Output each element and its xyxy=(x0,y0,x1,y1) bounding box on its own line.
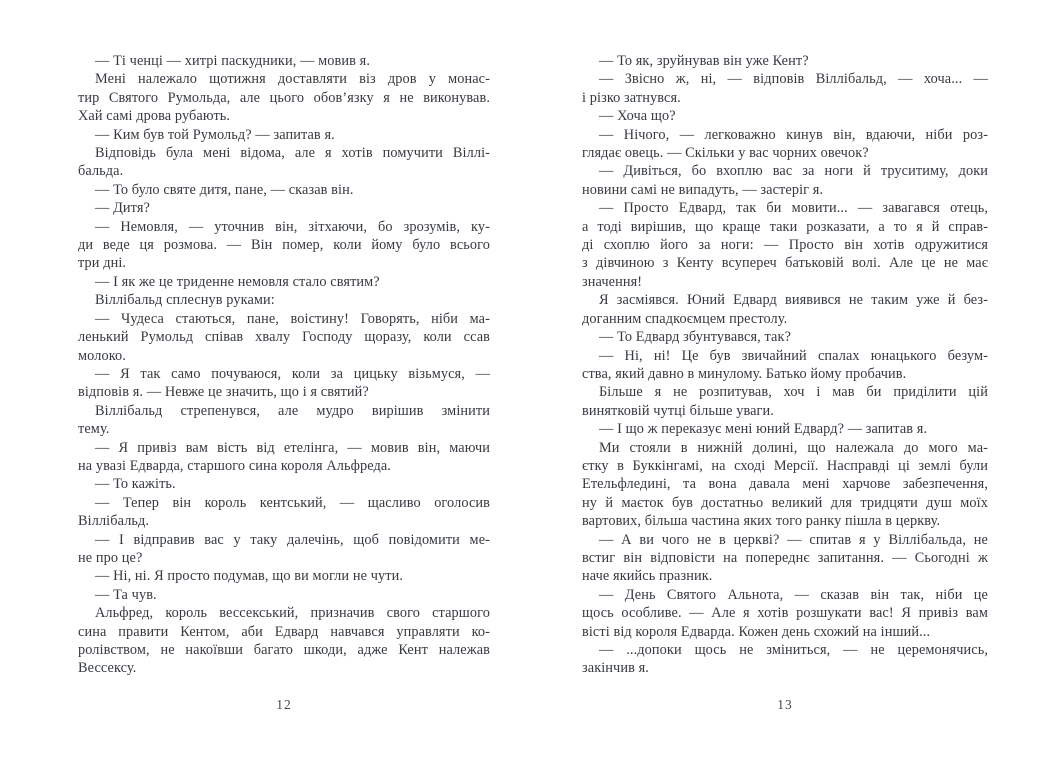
text-line: Віллібальд. xyxy=(78,513,150,530)
text-line: — Хоча що? xyxy=(599,108,676,125)
text-line: — То було святе дитя, пане, — сказав він. xyxy=(95,181,354,198)
text-line: — Дитя? xyxy=(95,200,150,217)
text-line: тему. xyxy=(78,421,110,438)
text-line: — То Едвард збунтувався, так? xyxy=(599,329,791,346)
text-line: Ми стояли в нижній долині, що належала до мого ма- xyxy=(599,439,988,456)
text-line: і різко затнувся. xyxy=(582,89,681,106)
text-line: — Та чув. xyxy=(95,586,157,603)
text-line: новини самі не випадуть, — застеріг я. xyxy=(582,181,824,198)
text-line: Етельфледині, та вона давала мені харчове забезпечення, xyxy=(582,476,988,493)
text-line: — ...допоки щось не зміниться, — не церемонячись, xyxy=(599,642,988,658)
page-text xyxy=(78,52,490,678)
text-line: вісті від короля Едварда. Кожен день схожий на інший... xyxy=(582,623,931,640)
text-line: Я засміявся. Юний Едвард виявився не таким уже й без- xyxy=(599,292,988,309)
text-line: Віллібальд сплеснув руками: xyxy=(95,292,275,309)
text-line: бальда. xyxy=(78,163,124,180)
text-line: — Я так само почуваюся, коли за цицьку візьмуся, — xyxy=(95,365,490,382)
text-line: винятковій чутці більше уваги. xyxy=(582,402,774,419)
page-text xyxy=(582,52,988,678)
text-line: Хай самі дрова рубають. xyxy=(78,108,231,125)
text-line: щось особливе. — Але я хотів розшукати вас! Я привіз вам xyxy=(582,605,988,622)
text-line: наче якийсь празник. xyxy=(582,568,713,585)
text-line: — Я привіз вам вість від етелінга, — мовив він, маючи xyxy=(95,439,490,456)
text-line: — День Святого Альнота, — сказав він так, ніби це xyxy=(599,586,988,603)
text-line: закінчив я. xyxy=(582,660,649,677)
text-line: три дні. xyxy=(78,255,127,272)
text-line: встиг він відповісти на попереднє запитання. — Сьогодні ж xyxy=(582,549,988,566)
text-line: — Звісно ж, ні, — відповів Віллібальд, — хоча... — xyxy=(599,71,988,88)
text-line: ну й маєток був достатньо великий для тридцяти душ моїх xyxy=(582,494,988,511)
text-line: Мені належало щотижня доставляти віз дров у монас- xyxy=(95,71,490,88)
text-line: вартових, більша частина яких того ранку пішла в церкву. xyxy=(582,513,941,530)
text-line: молоко. xyxy=(78,347,126,364)
text-line: — І що ж переказує мені юний Едвард? — запитав я. xyxy=(599,421,928,438)
text-line: — То кажіть. xyxy=(95,476,176,493)
text-line: — Ні, ні! Це був звичайний спалах юнацького безум- xyxy=(599,347,988,364)
text-line: — Дивіться, бо вхоплю вас за ноги й труситиму, доки xyxy=(599,163,988,180)
text-line: ди веде ця розмова. — Він помер, коли йому було всього xyxy=(78,237,490,254)
book-page-left xyxy=(78,52,490,678)
book-page-right xyxy=(582,52,988,678)
text-line: Відповідь була мені відома, але я хотів помучити Віллі- xyxy=(95,145,490,162)
text-line: доганним спадкоємцем престолу. xyxy=(582,310,788,327)
text-line: — Чудеса стаються, пане, воістину! Говорять, ніби ма- xyxy=(95,310,490,327)
text-line: а тоді вирішив, що краще таки розказати, а то я й справ- xyxy=(582,218,988,235)
text-line: ді схоплю його за ноги: — Просто він хотів одружитися xyxy=(582,237,988,254)
text-line: — І як же це триденне немовля стало святим? xyxy=(95,273,380,290)
text-line: — А ви чого не в церкві? — спитав я у Віллібальда, не xyxy=(599,531,988,548)
text-line: з дівчиною з Кенту всупереч батьковій волі. Але це не має xyxy=(582,255,988,272)
text-line: Альфред, король вессекський, призначив свого старшого xyxy=(95,605,490,622)
text-line: — Ким був той Румольд? — запитав я. xyxy=(95,126,335,143)
text-line: — Ні, ні. Я просто подумав, що ви могли не чути. xyxy=(95,568,404,585)
text-line: — Немовля, — уточнив він, зітхаючи, бо зрозумів, ку- xyxy=(95,218,490,235)
text-line: відповів я. — Невже це значить, що і я святий? xyxy=(78,384,369,401)
text-line: — Ті ченці — хитрі паскудники, — мовив я. xyxy=(95,53,371,69)
text-line: на увазі Едварда, старшого сина короля Альфреда. xyxy=(78,457,391,474)
text-line: ролівством, не накоївши багато шкоди, адже Кент належав xyxy=(78,642,490,658)
text-line: сина правити Кентом, аби Едвард навчався управляти ко- xyxy=(78,623,490,640)
text-line: — Нічого, — легковажно кинув він, вдаючи, ніби роз- xyxy=(599,126,988,143)
text-line: Більше я не розпитував, хоч і мав би приділити цій xyxy=(599,384,988,401)
text-line: значення! xyxy=(582,273,643,290)
text-line: не про це? xyxy=(78,549,143,566)
text-line: Віллібальд стрепенувся, але мудро вирішив змінити xyxy=(95,402,490,419)
text-line: Вессексу. xyxy=(78,660,137,677)
page-number-right: 13 xyxy=(777,697,793,712)
text-line: — Тепер він король кентський, — щасливо оголосив xyxy=(95,494,490,511)
text-line: — Просто Едвард, так би мовити... — завагався отець, xyxy=(599,200,988,217)
text-line: — І відправив вас у таку далечінь, щоб повідомити ме- xyxy=(95,531,490,548)
page-number-left: 12 xyxy=(276,697,292,712)
text-line: ленький Румольд співав хвалу Господу щоразу, коли ссав xyxy=(78,329,490,346)
text-line: — То як, зруйнував він уже Кент? xyxy=(599,53,809,69)
text-line: єтку в Буккінгамі, на сході Мерсії. Насправді ці землі були xyxy=(582,457,988,474)
text-line: ства, який давно в минулому. Батько йому пробачив. xyxy=(582,365,907,382)
text-line: тир Святого Румольда, але цього обов’язку я не виконував. xyxy=(78,89,490,106)
text-line: глядає овець. — Скільки у вас чорних овечок? xyxy=(582,145,869,162)
